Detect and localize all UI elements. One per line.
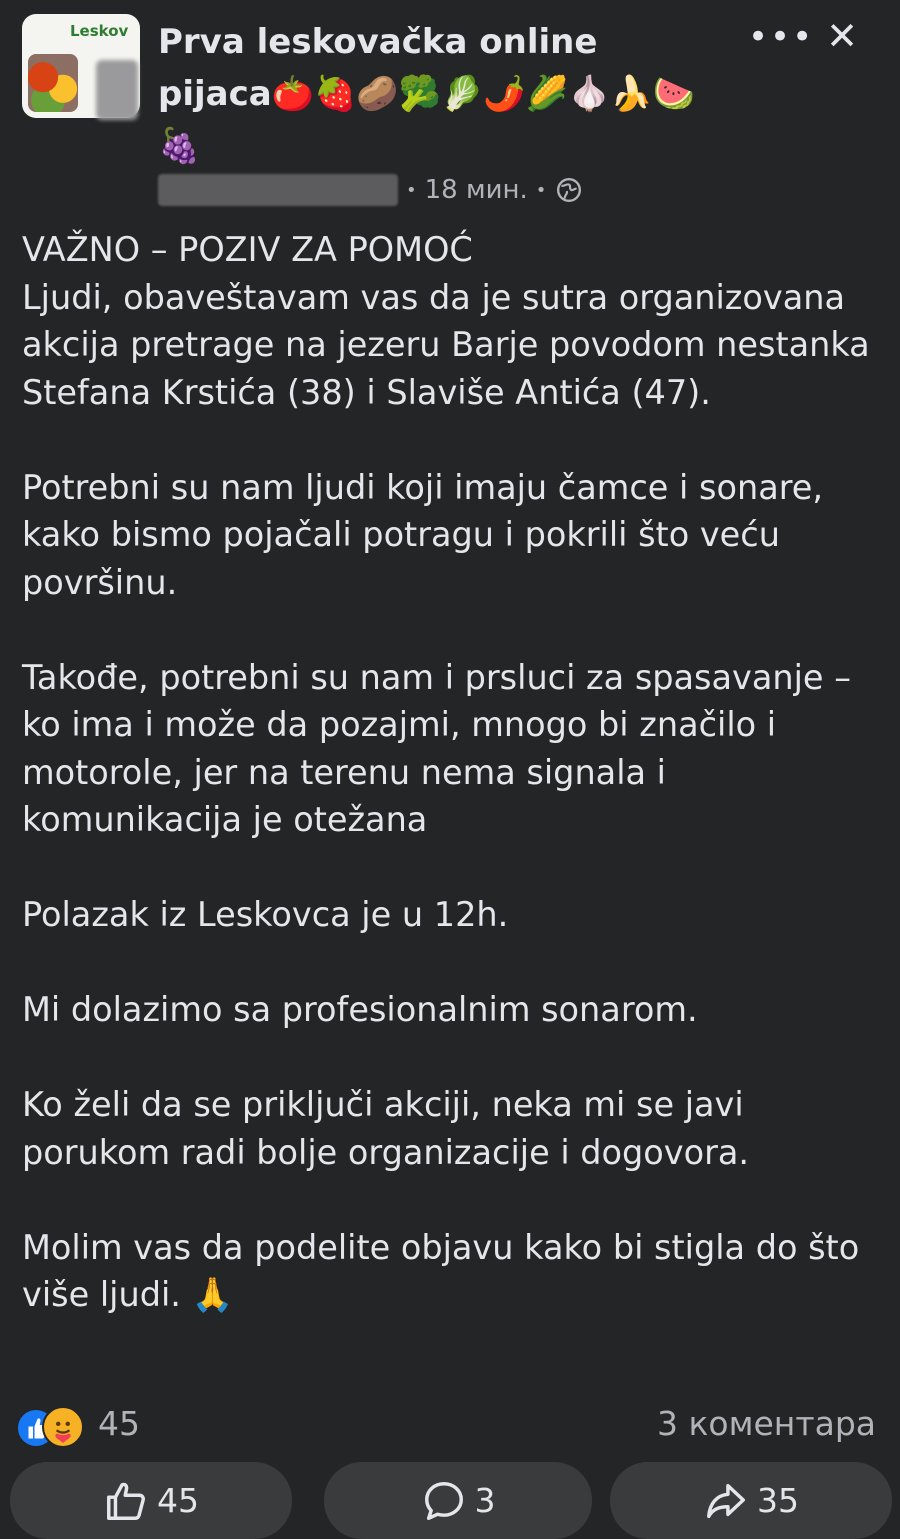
post-paragraph: Mi dolazimo sa profesionalnim sonarom.: [22, 990, 698, 1029]
post-paragraph: Molim vas da podelite objavu kako bi stigla do što više ljudi. 🙏: [22, 1227, 860, 1314]
close-icon[interactable]: ✕: [826, 14, 858, 58]
comment-button[interactable]: [324, 1462, 592, 1539]
thumbs-up-icon: [103, 1478, 149, 1524]
share-button[interactable]: [610, 1462, 892, 1539]
reaction-icons[interactable]: [16, 1406, 96, 1446]
meta-separator: •: [535, 179, 547, 201]
author-name-blurred[interactable]: [158, 174, 398, 206]
globe-icon: [556, 177, 582, 203]
post-paragraph: Takođe, potrebni su nam i prsluci za spasavanje – ko ima i može da pozajmi, mnogo bi značilo i motorole, jer na terenu nema signala i komunikacija je otežana: [22, 657, 851, 839]
post-timestamp[interactable]: 18 мин.: [424, 175, 528, 205]
post-meta: [158, 172, 582, 208]
like-button[interactable]: [10, 1462, 292, 1539]
like-count: 45: [157, 1481, 199, 1520]
post-paragraph: Potrebni su nam ljudi koji imaju čamce i sonare, kako bismo pojačali potragu i pokrili što veću površinu.: [22, 467, 824, 602]
share-count: 35: [757, 1481, 799, 1520]
comment-bubble-icon: [421, 1478, 467, 1524]
share-arrow-icon: [703, 1478, 749, 1524]
vegetables-image: [28, 54, 78, 112]
meta-separator: •: [406, 179, 417, 201]
comment-count: 3: [474, 1481, 496, 1520]
post-paragraph: VAŽNO – POZIV ZA POMOĆ Ljudi, obaveštavam vas da je sutra organizovana akcija pretrage na jezeru Barje povodom nestanka Stefana Krstića (38) i Slaviše Antića (47).: [22, 230, 870, 412]
author-avatar-blurred[interactable]: [96, 60, 138, 120]
post-paragraph: Polazak iz Leskovca je u 12h.: [22, 895, 509, 934]
comments-count-link[interactable]: 3 коментара: [657, 1404, 876, 1443]
group-name-link[interactable]: Prva leskovačka online pijaca🍅🍓🥔🥦🥬🌶️🌽🧄🍌🍉🍇: [158, 22, 696, 166]
reactions-summary: [16, 1402, 876, 1448]
post-header: [0, 0, 900, 215]
post-paragraph: Ko želi da se priključi akciji, neka mi se javi porukom radi bolje organizacije i dogovora.: [22, 1085, 750, 1172]
reactions-count[interactable]: 45: [98, 1404, 140, 1443]
group-logo-text: Leskov: [70, 22, 129, 40]
post-text: [22, 226, 884, 1319]
action-bar: [10, 1462, 892, 1539]
more-options-icon[interactable]: •••: [748, 17, 815, 57]
care-reaction-icon: [42, 1406, 84, 1448]
